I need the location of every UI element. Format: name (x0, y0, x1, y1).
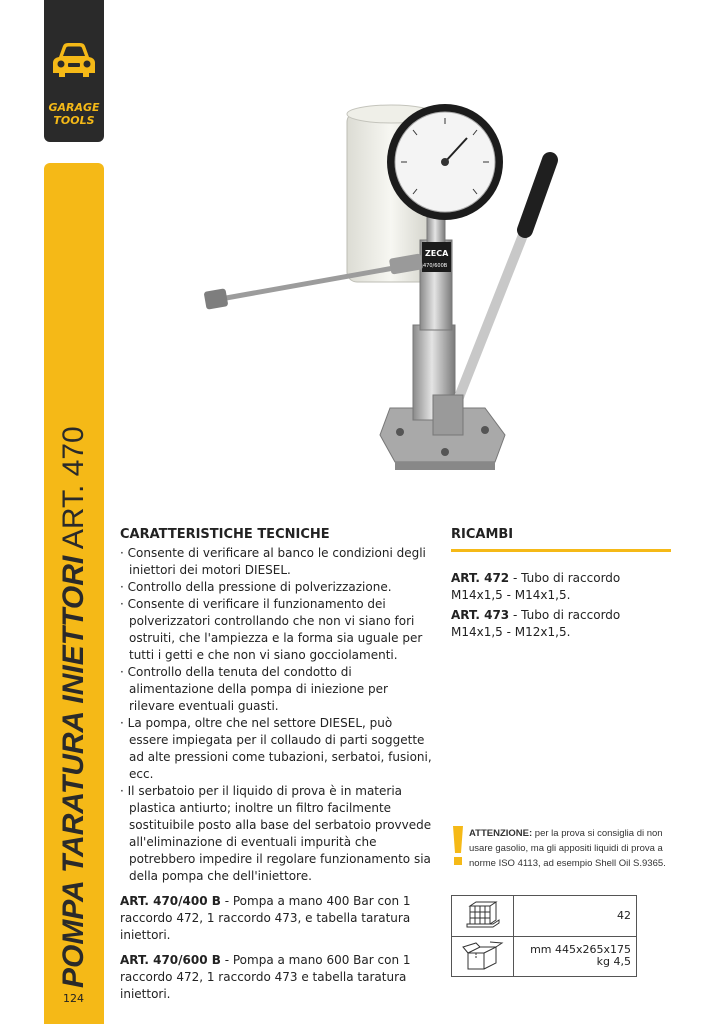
box-dimensions (530, 944, 631, 968)
spare-472 (451, 570, 671, 604)
box-icon (462, 941, 504, 973)
spares-column (451, 526, 671, 644)
table-row (452, 937, 636, 977)
features-list (120, 545, 432, 885)
box-weight: kg 4,5 (596, 955, 631, 968)
list-item: · Il serbatoio per il liquido di prova è in materia plastica antiurto; inoltre un filtro facilmente sostituibile posto alla base del serbatoio provvede all'eliminazione di eventuali impurità che potrebbero impedire il regolare funzionamento sia della pompa che dell'iniettore. (120, 783, 432, 885)
box-icon-cell (452, 937, 514, 977)
page-number: 124 (63, 992, 84, 1005)
exclamation-icon (451, 826, 465, 866)
article-desc: - Pompa a mano 600 Bar con 1 raccordo 472, 1 raccordo 473 e tabella taratura iniettori. (120, 953, 411, 1001)
spare-473 (451, 607, 671, 641)
box-dims: mm 445x265x175 (530, 943, 631, 956)
side-title-bold: POMPA TARATURA INIETTORI (57, 555, 90, 988)
article-code: ART. 470/600 B (120, 953, 221, 967)
pallet-quantity: 42 (617, 909, 631, 922)
spares-divider (451, 549, 671, 552)
features-column (120, 526, 432, 1003)
spare-desc: - Tubo di raccordo M14x1,5 - M12x1,5. (451, 608, 621, 639)
spare-desc: - Tubo di raccordo M14x1,5 - M14x1,5. (451, 571, 621, 602)
warning-text (469, 826, 675, 871)
warning-label: ATTENZIONE: (469, 828, 533, 839)
warning-body: per la prova si consiglia di non usare gasolio, ma gli appositi liquidi di prova a norme ISO 4113, ad esempio Shell Oil S.9365. (469, 828, 666, 869)
gauge-brand-label: ZECA (425, 249, 449, 258)
table-row (452, 896, 636, 937)
spare-code: ART. 472 (451, 571, 510, 585)
pallet-icon (462, 900, 504, 932)
spares-heading: RICAMBI (451, 527, 514, 542)
packaging-table (451, 895, 637, 977)
car-icon (51, 40, 97, 80)
list-item: · Controllo della tenuta del condotto di alimentazione della pompa di iniezione per rilevare eventuali guasti. (120, 664, 432, 715)
pallet-icon-cell (452, 896, 514, 936)
side-title-thin: ART. 470 (57, 426, 90, 550)
model-label: 470/600B (423, 263, 448, 269)
list-item: · Controllo della pressione di polverizzazione. (120, 579, 432, 596)
spare-code: ART. 473 (451, 608, 510, 622)
features-heading: CARATTERISTICHE TECNICHE (120, 527, 330, 542)
article-470-600 (120, 952, 432, 1003)
article-desc: - Pompa a mano 400 Bar con 1 raccordo 472, 1 raccordo 473, e tabella taratura iniettori. (120, 894, 411, 942)
brand-logo (44, 0, 104, 142)
brand-line1: GARAGE (48, 101, 100, 114)
side-title (54, 426, 94, 988)
article-470-400 (120, 893, 432, 944)
list-item: · La pompa, oltre che nel settore DIESEL, può essere impiegata per il collaudo di parti soggette ad alte pressioni come tubazioni, serbatoi, fusioni, ecc. (120, 715, 432, 783)
list-item: · Consente di verificare il funzionamento dei polverizzatori controllando che non vi siano fori ostruiti, che l'ampiezza e la forma sia uguale per tutti i getti e che non vi siano gocciolamenti. (120, 596, 432, 664)
injector-pump-illustration (195, 90, 575, 480)
warning-note (451, 826, 675, 871)
list-item: · Consente di verificare al banco le condizioni degli iniettori dei motori DIESEL. (120, 545, 432, 579)
article-code: ART. 470/400 B (120, 894, 221, 908)
brand-line2: TOOLS (53, 114, 95, 127)
